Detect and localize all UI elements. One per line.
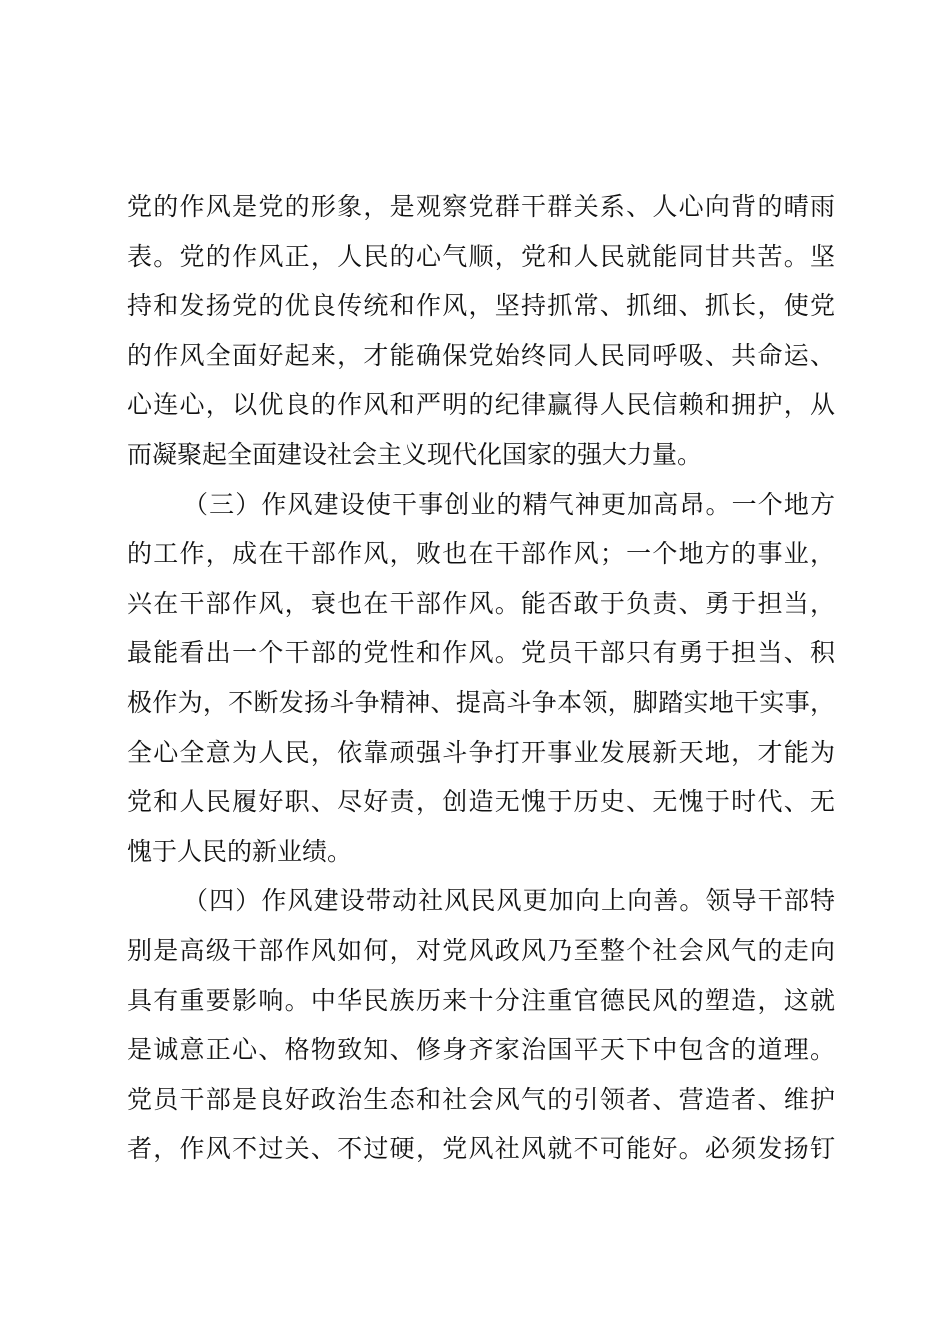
paragraph-3-line-5: 党员干部是良好政治生态和社会风气的引领者、营造者、维护: [127, 1084, 835, 1114]
paragraph-2-line-2: 的工作，成在干部作风，败也在干部作风；一个地方的事业，: [127, 539, 835, 569]
paragraph-2-line-8: 愧于人民的新业绩。: [127, 836, 353, 866]
paragraph-3-line-6: 者，作风不过关、不过硬，党风社风就不可能好。必须发扬钉: [127, 1134, 835, 1164]
paragraph-1-line-4: 的作风全面好起来，才能确保党始终同人民同呼吸、共命运、: [127, 340, 835, 370]
paragraph-1-line-2: 表。党的作风正，人民的心气顺，党和人民就能同甘共苦。坚: [127, 241, 835, 271]
paragraph-1-line-1: 党的作风是党的形象，是观察党群干群关系、人心向背的晴雨: [127, 192, 835, 221]
paragraph-1-line-6: 而凝聚起全面建设社会主义现代化国家的强大力量。: [127, 439, 703, 469]
paragraph-2-line-1: （三）作风建设使干事创业的精气神更加高昂。一个地方: [183, 489, 835, 519]
paragraph-3-line-1: （四）作风建设带动社风民风更加向上向善。领导干部特: [183, 886, 835, 916]
paragraph-2-line-5: 极作为，不断发扬斗争精神、提高斗争本领，脚踏实地干实事，: [127, 687, 835, 717]
paragraph-1-line-3: 持和发扬党的优良传统和作风，坚持抓常、抓细、抓长，使党: [127, 291, 835, 321]
paragraph-3-line-2: 别是高级干部作风如何，对党风政风乃至整个社会风气的走向: [127, 935, 835, 965]
paragraph-3-line-4: 是诚意正心、格物致知、修身齐家治国平天下中包含的道理。: [127, 1035, 835, 1065]
paragraph-2-line-3: 兴在干部作风，衰也在干部作风。能否敢于负责、勇于担当，: [127, 588, 835, 618]
paragraph-2-line-6: 全心全意为人民，依靠顽强斗争打开事业发展新天地，才能为: [127, 737, 835, 767]
paragraph-1-line-5: 心连心，以优良的作风和严明的纪律赢得人民信赖和拥护，从: [127, 390, 835, 420]
paragraph-2-line-7: 党和人民履好职、尽好责，创造无愧于历史、无愧于时代、无: [127, 787, 835, 817]
paragraph-3-line-3: 具有重要影响。中华民族历来十分注重官德民风的塑造，这就: [127, 985, 835, 1015]
paragraph-2-line-4: 最能看出一个干部的党性和作风。党员干部只有勇于担当、积: [127, 638, 835, 668]
body-text: [127, 182, 835, 1174]
